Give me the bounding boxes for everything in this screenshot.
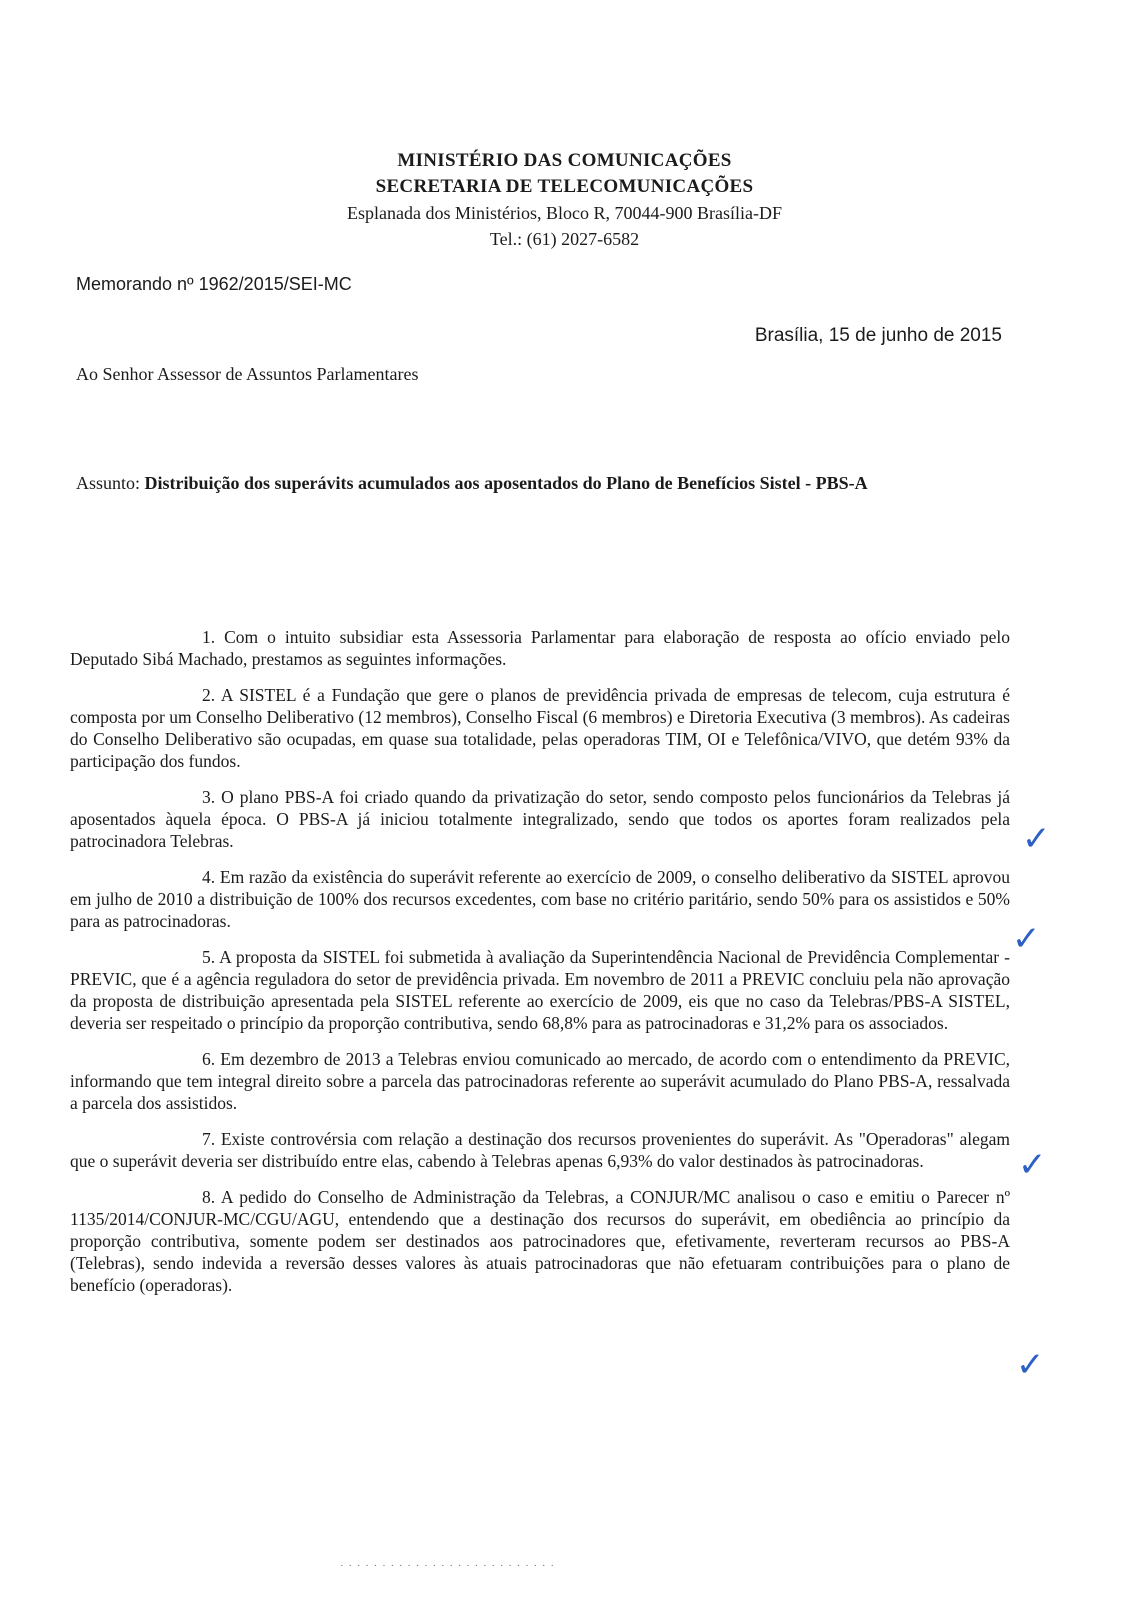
subject: [76, 470, 1026, 496]
letterhead: [0, 148, 1129, 252]
memo-number: Memorando nº 1962/2015/SEI-MC: [76, 274, 352, 294]
footer-smudge: · · · · · · · · · · · · · · · · · · · · · · · · · ·: [340, 1560, 555, 1572]
paragraph-7: 7. Existe controvérsia com relação a destinação dos recursos provenientes do superávit. As "Operadoras" alegam que o superávit deveria ser distribuído entre elas, cabendo à Telebras apenas 6,93% do valor destinados às patrocinadoras.: [70, 1129, 1010, 1171]
check-mark-icon: ✓: [1012, 919, 1041, 959]
address: Esplanada dos Ministérios, Bloco R, 70044-900 Brasília-DF: [347, 203, 782, 223]
phone: Tel.: (61) 2027-6582: [489, 229, 640, 249]
ministry-name: MINISTÉRIO DAS COMUNICAÇÕES: [397, 150, 732, 171]
paragraph-6: 6. Em dezembro de 2013 a Telebras enviou comunicado ao mercado, de acordo com o entendimento da PREVIC, informando que tem integral direito sobre a parcela das patrocinadoras referente ao superávit acumulado do Plano PBS-A, ressalvada a parcela dos assistidos.: [70, 1049, 1010, 1113]
memo-date: Brasília, 15 de junho de 2015: [754, 325, 1002, 346]
paragraph-1: 1. Com o intuito subsidiar esta Assessoria Parlamentar para elaboração de resposta ao ofício enviado pelo Deputado Sibá Machado, prestamos as seguintes informações.: [70, 627, 1010, 669]
subject-text: Distribuição dos superávits acumulados aos aposentados do Plano de Benefícios Sistel - PBS-A: [144, 473, 868, 493]
paragraph-3: 3. O plano PBS-A foi criado quando da privatização do setor, sendo composto pelos funcionários da Telebras já aposentados àquela época. O PBS-A já iniciou totalmente integralizado, sendo que todos os aportes foram realizados pela patrocinadora Telebras.: [70, 787, 1010, 851]
subject-label: Assunto:: [76, 473, 141, 493]
secretariat-name: SECRETARIA DE TELECOMUNICAÇÕES: [375, 176, 754, 197]
paragraph-5: 5. A proposta da SISTEL foi submetida à avaliação da Superintendência Nacional de Previdência Complementar - PREVIC, que é a agência reguladora do setor de previdência privada. Em novembro de 2011 a PREVIC concluiu pela não aprovação da proposta de distribuição apresentada pela SISTEL referente ao exercício de 2009, eis que no caso da Telebras/PBS-A SISTEL, deveria ser respeitado o princípio da proporção contributiva, sendo 68,8% para as patrocinadoras e 31,2% para os associados.: [70, 947, 1010, 1033]
addressee: Ao Senhor Assessor de Assuntos Parlamentares: [76, 364, 419, 384]
check-mark-icon: ✓: [1018, 1145, 1047, 1185]
memo-body: [70, 626, 1010, 1310]
check-mark-icon: ✓: [1022, 819, 1051, 859]
paragraph-8: 8. A pedido do Conselho de Administração da Telebras, a CONJUR/MC analisou o caso e emitiu o Parecer nº 1135/2014/CONJUR-MC/CGU/AGU, entendendo que a destinação dos recursos do superávit, em obediência ao princípio da proporção contributiva, somente podem ser destinados aos patrocinadores que, efetivamente, reverteram recursos ao PBS-A (Telebras), sendo indevida a reversão desses valores às atuais patrocinadoras que não efetuaram contribuições para o plano de benefício (operadoras).: [70, 1187, 1010, 1295]
paragraph-2: 2. A SISTEL é a Fundação que gere o planos de previdência privada de empresas de telecom, cuja estrutura é composta por um Conselho Deliberativo (12 membros), Conselho Fiscal (6 membros) e Diretoria Executiva (3 membros). As cadeiras do Conselho Deliberativo são ocupadas, em quase sua totalidade, pelas operadoras TIM, OI e Telefônica/VIVO, que detém 93% da participação dos fundos.: [70, 685, 1010, 771]
paragraph-4: 4. Em razão da existência do superávit referente ao exercício de 2009, o conselho deliberativo da SISTEL aprovou em julho de 2010 a distribuição de 100% dos recursos excedentes, com base no critério paritário, sendo 50% para os assistidos e 50% para as patrocinadoras.: [70, 867, 1010, 931]
check-mark-icon: ✓: [1016, 1345, 1045, 1385]
